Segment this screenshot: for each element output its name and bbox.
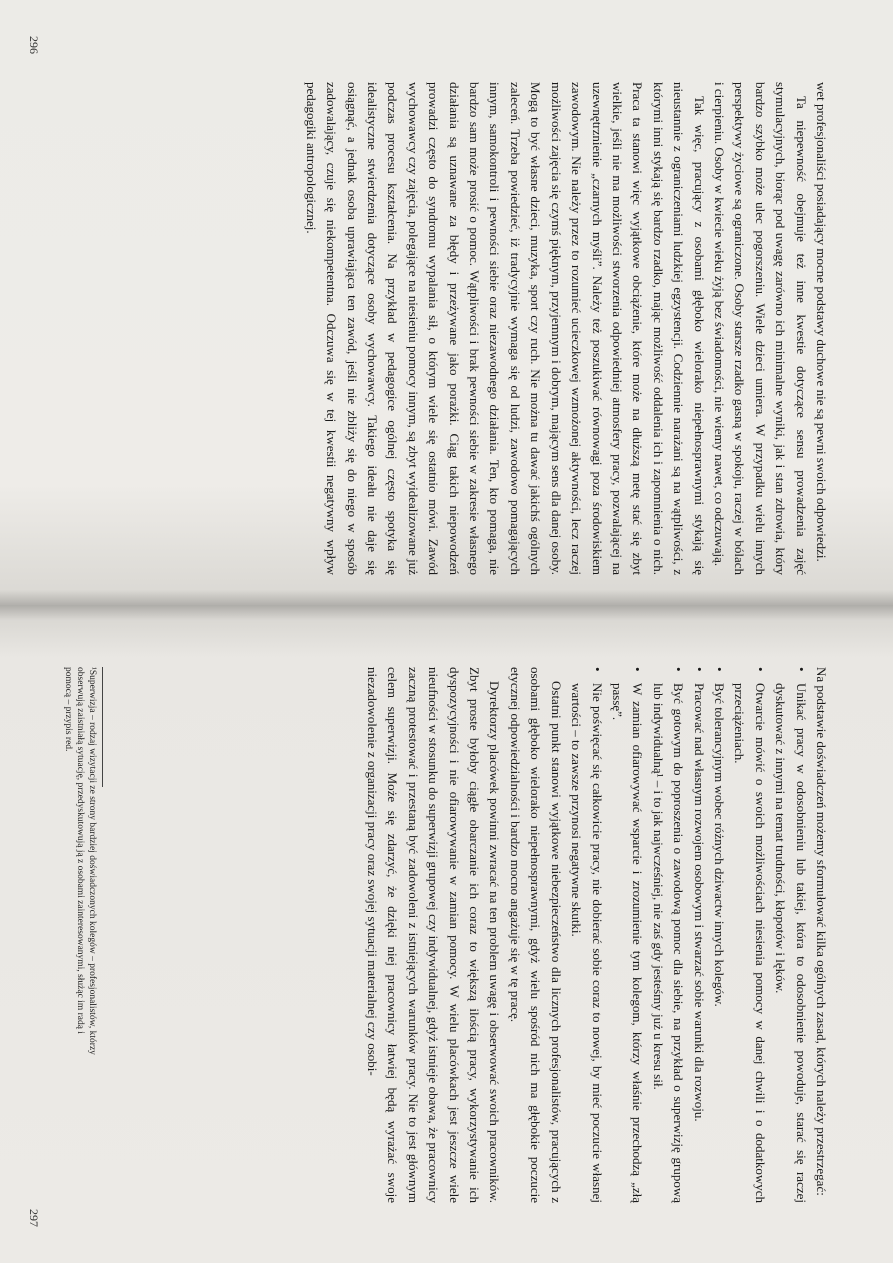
list-item: • Być gotowym do poproszenia o zawodową pomoc dla siebie, na przykład o superwizję grupową lub indywidualną¹ – i to jak najwcześniej, nie zaś gdy jesteśmy już u kresu sił. [647,683,688,1203]
list-item: • Otwarcie mówić o swoich możliwościach niesienia pomocy w danej chwili i o dodatkowych przeciążeniach. [729,683,770,1203]
right-page [0,605,893,1263]
paragraph: Ta niepewność obejmuje też inne kwestie dotyczące sensu prowadzenia zajęć stymulacyjnych, biorąc pod uwagę zarówno ich minimalne wyniki, jak i stan zdrowia, który bardzo szybko może ulec pogorszeniu. Wiele dzieci umiera. W przypadku wielu innych perspektywy życiowe są ograniczone. Osoby starsze rzadko gasną w spokoju, raczej w bólach i cierpieniu. Osoby w kwiecie wieku żyją bez świadomości, nie wiemy nawet, co odczuwają. [711,82,809,575]
paragraph: Dyrektorzy placówek powinni zwracać na ten problem uwagę i obserwować swoich pracowników. Zbyt proste byłoby ciągłe obarczanie ich coraz to większą ilością pracy, wykorzystywanie ich dyspozycyjności i nie ofiarowywanie w zamian pomocy. W wielu placówkach jest jeszcze wiele nieufności w stosunku do superwizji grupowej czy indywidualnej, gdyż istnieje obawa, że pracownicy zaczną protestować i przestaną być zadowoleni z istniejących warunków pracy. Nie to jest głównym celem superwizji. Może się zdarzyć, że dzięki niej pracownicy łatwiej będą wyrażać swoje niezadowolenie z organizacji pracy oraz swojej sytuacji materialnej czy osobi- [365,667,503,1203]
list-item: • Być tolerancyjnym wobec różnych dziwactw innych kolegów. [709,683,729,1203]
list-item: • Nie poświęcać się całkowicie pracy, nie dobierać sobie coraz to nowej, by mieć poczucie własnej wartości – to zawsze przynosi negatywne skutki. [566,683,607,1203]
paragraph: Tak więc, pracujący z osobami głęboko wielorako niepełnosprawnymi stykają się nieustannie z ograniczeniami ludzkiej egzystencji. Codziennie narażani są na wątpliwości, z którymi inni stykają się bardzo rzadko, mając możliwość oddalenia ich i zapomnienia o nich. Praca ta stanowi więc wyjątkowe obciążenie, które może na dłuższą metę stać się zbyt wielkie, jeśli nie ma możliwości stworzenia odpowiedniej atmosfery pracy, pozwalającej na uzewnętrznienie „czarnych myśli”. Należy też poszukiwać równowagi poza środowiskiem zawodowym. Nie należy przez to rozumieć ucieczkowej wzmożonej aktywności, lecz raczej możliwości zajęcia się czymś pięknym, przyjemnym i dobrym, mającym sens dla danej osoby. Mogą to być własne dzieci, muzyka, sport czy ruch. Nie można tu dawać jakichś ogólnych zaleceń. Trzeba powiedzieć, iż tradycyjnie wymaga się od ludzi, zawodowo pomagających innym, samokontroli i pewności siebie oraz niezawodnego działania. Ten, kto pomaga, nie bardzo sam może prosić o pomoc. Wątpliwości i brak pewności siebie w zakresie własnego działania są uznawane za błędy i przeżywane jako porażki. Ciąg takich niepowodzeń prowadzi często do syndromu wypalania sił, o którym wiele się ostatnio mówi. Zawód wychowawcy czy zajęcia, polegające na niesieniu pomocy innym, są zbyt wyidealizowane już podczas procesu kształcenia. Na przykład w pedagogice ogólnej często spotyka się idealistyczne stwierdzenia dotyczące osoby wychowawcy. Takiego ideału nie daje się osiągnąć, a jednak osoba uprawiająca ten zawód, jeśli nie zbliży się do niego w sposób zadowalający, czuje się niekompetentna. Odczuwa się w tej kwestii negatywny wpływ pedagogiki antropologicznej. [303,82,707,575]
left-page [0,0,893,605]
footnote-divider [102,667,103,787]
paragraph: Na podstawie doświadczeń możemy sformułować kilka ogólnych zasad, których należy przestrzegać: [814,667,829,1196]
list-item: • Unikać pracy w odosobnieniu lub takiej, która to odosobnienie powoduje, starać się raczej dyskutować z innymi na temat trudności, kłopotów i lęków. [770,683,811,1203]
list-item: • W zamian ofiarowywać wsparcie i zrozumienie tym kolegom, którzy właśnie przechodzą „złą passę”. [607,683,648,1203]
paragraph: Ostatni punkt stanowi wyjątkowe niebezpieczeństwo dla licznych profesjonalistów, pracujących z osobami głęboko wielorako niepełnosprawnymi, gdyż wielu spośród nich ma głębokie poczucie etycznej odpowiedzialności i bardzo mocno angażuje się w tę pracę. [507,667,564,1203]
paragraph: wet profesjonaliści posiadający mocne podstawy duchowe nie są pewni swoich odpowiedzi. [814,82,829,562]
rules-list [566,667,811,1203]
page-number: 296 [27,36,41,54]
right-page-text [362,667,831,1203]
page-number: 297 [27,1209,41,1227]
list-item: • Pracować nad własnym rozwojem osobowym i stwarzać sobie warunki dla rozwoju. [688,683,708,1203]
left-page-text [300,82,831,575]
footnote: ¹Superwizja – rodzaj wizytacji ze strony bardziej doświadczonych kolegów – profesjonalistów, którzy obserwują zaistniałą sytuację, przedyskutowują ją z osobami zainteresowanymi, służąc im radą i pomocą – przypis red. [63,667,97,1055]
